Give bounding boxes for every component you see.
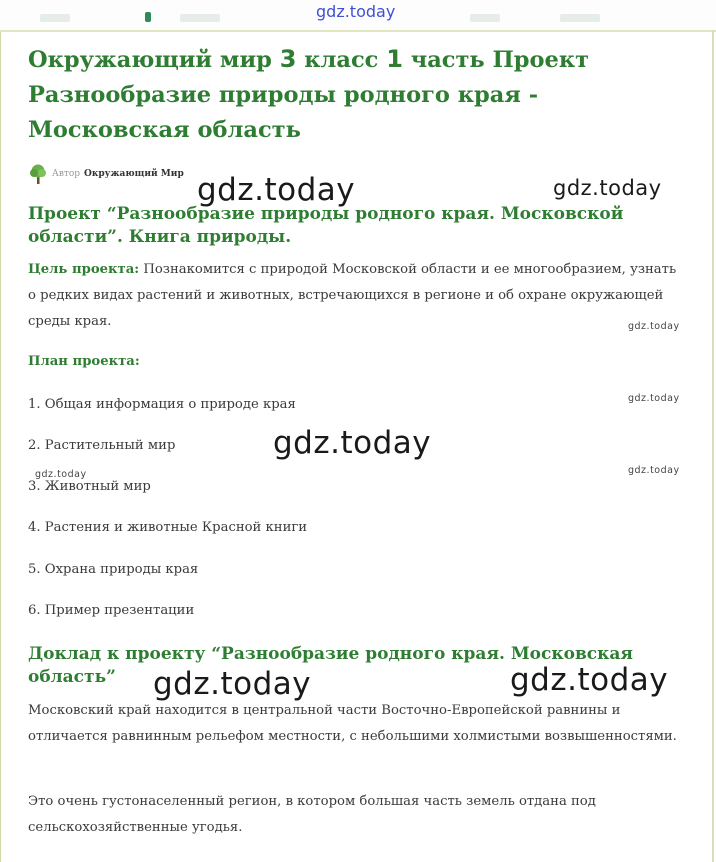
divider — [712, 30, 714, 862]
report-paragraph: Московский край находится в центральной части Восточно-Европейской равнины и отличается равнинным рельефом местности, с небольшими холмистыми возвышенностями. — [28, 703, 677, 744]
top-bar-fragment — [560, 14, 600, 22]
watermark: gdz.today — [35, 469, 87, 480]
report-heading: Доклад к проекту “Разнообразие родного края. Московская область” — [28, 644, 633, 687]
top-bar — [0, 0, 716, 30]
plan-item: 4. Растения и животные Красной книги — [28, 520, 308, 535]
report-paragraph: Это очень густонаселенный регион, в котором большая часть земель отдана под сельскохозяйственные угодья. — [28, 794, 596, 835]
title-text: класс — [296, 47, 387, 73]
project-heading: Проект “Разнообразие природы родного края. Московской области”. Книга природы. — [28, 204, 624, 247]
top-bar-fragment — [470, 14, 500, 22]
watermark: gdz.today — [197, 172, 356, 208]
watermark: gdz.today — [628, 393, 680, 404]
top-bar-fragment — [180, 14, 220, 22]
watermark: gdz.today — [153, 666, 312, 702]
goal-label: Цель проекта: — [28, 262, 140, 277]
title-number: 1 — [386, 45, 403, 73]
page-title — [28, 42, 688, 148]
watermark: gdz.today — [510, 662, 669, 698]
watermark-top: gdz.today — [316, 2, 396, 21]
plan-item: 6. Пример презентации — [28, 603, 195, 618]
plan-heading: План проекта: — [28, 354, 140, 369]
title-text: часть Проект Разнообразие природы родного края - Московская область — [28, 47, 590, 143]
watermark: gdz.today — [273, 425, 432, 461]
watermark: gdz.today — [628, 321, 680, 332]
plan-item: 5. Охрана природы края — [28, 562, 199, 577]
title-number: 3 — [279, 45, 297, 73]
tree-icon — [28, 163, 48, 185]
divider — [0, 30, 716, 32]
watermark: gdz.today — [553, 176, 662, 200]
top-bar-fragment — [40, 14, 70, 22]
project-goal — [28, 257, 688, 335]
watermark: gdz.today — [628, 465, 680, 476]
title-text: Окружающий мир — [28, 47, 280, 73]
author-byline — [28, 163, 184, 185]
author-link[interactable]: Окружающий Мир — [84, 169, 184, 179]
plan-item: 2. Растительный мир — [28, 438, 176, 453]
plan-item: 1. Общая информация о природе края — [28, 397, 296, 412]
top-bar-fragment — [145, 12, 151, 22]
plan-item: 3. Животный мир — [28, 479, 151, 494]
author-label: Автор — [52, 169, 81, 179]
goal-text: Познакомится с природой Московской области и ее многообразием, узнать о редких видах растений и животных, встречающихся в регионе и об охране окружающей среды края. — [28, 262, 677, 329]
